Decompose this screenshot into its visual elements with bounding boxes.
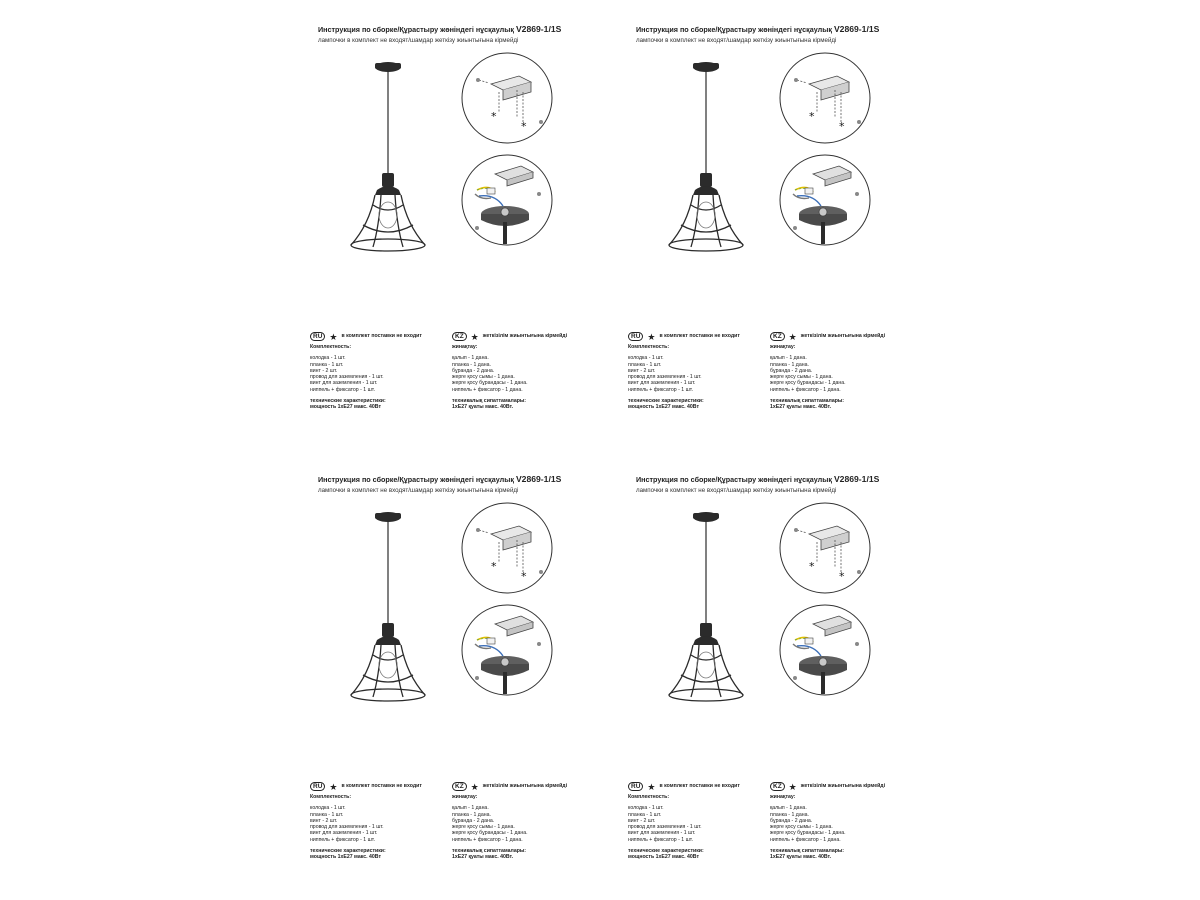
kz-item: қалып - 1 дана. — [770, 355, 807, 362]
ru-item: винт - 2 шт. — [310, 367, 338, 374]
star-icon: ★ — [788, 781, 797, 792]
ru-item: колодка - 1 шт. — [310, 805, 346, 812]
kz-note: жеткізілім жиынтығына кірмейді — [482, 333, 568, 340]
ru-item: винт - 2 шт. — [628, 817, 656, 824]
kz-item: жерге қосу сымы - 1 дана. — [770, 824, 833, 831]
ru-item: ниппель + фиксатор - 1 шт. — [310, 386, 376, 393]
ru-item: винт для заземления - 1 шт. — [310, 830, 378, 837]
pendant-lamp-icon — [661, 505, 751, 710]
ru-item: колодка - 1 шт. — [310, 355, 346, 362]
ru-item: планка - 1 шт. — [310, 361, 344, 368]
ru-spec-value: мощность 1хЕ27 макс. 40Вт — [310, 404, 381, 411]
ru-item: винт - 2 шт. — [310, 817, 338, 824]
ru-kit-label: Комплектность: — [628, 794, 670, 800]
kz-spec-label: техникалық сипаттамалары: — [770, 848, 845, 855]
canopy-wiring-icon — [461, 604, 553, 696]
ru-note: в комплект поставки не входит — [341, 783, 422, 790]
kz-spec-value: 1хЕ27 қуаты макс. 40Вт. — [452, 404, 514, 411]
star-icon: ★ — [329, 781, 338, 792]
sheet-title: Инструкция по сборке/Құрастыру жөніндегі нұсқаулық V2869-1/1S — [636, 474, 880, 484]
kz-item: жерге қосу бұрандасы - 1 дана. — [452, 830, 528, 837]
ru-item: ниппель + фиксатор - 1 шт. — [310, 836, 376, 843]
svg-text:*: * — [809, 560, 815, 573]
kz-item: жерге қосу бұрандасы - 1 дана. — [452, 380, 528, 387]
ru-specs — [310, 782, 450, 861]
kz-item: қалып - 1 дана. — [452, 805, 489, 812]
ru-spec-label: технические характеристики: — [628, 848, 704, 855]
kz-item: бұранда - 2 дана. — [452, 367, 495, 374]
ru-item: ниппель + фиксатор - 1 шт. — [628, 386, 694, 393]
ru-specs — [628, 782, 768, 861]
sheet-title: Инструкция по сборке/Құрастыру жөніндегі нұсқаулық V2869-1/1S — [318, 474, 562, 484]
pendant-lamp-icon — [661, 55, 751, 260]
ru-item: винт - 2 шт. — [628, 367, 656, 374]
pendant-lamp-icon — [343, 505, 433, 710]
ru-kit-label: Комплектность: — [310, 794, 352, 800]
star-icon: ★ — [788, 331, 797, 342]
kz-spec-label: техникалық сипаттамалары: — [452, 398, 527, 405]
star-icon: ★ — [470, 331, 479, 342]
kz-kit-label: жинақтау: — [452, 344, 478, 350]
kz-item: жерге қосу сымы - 1 дана. — [770, 374, 833, 381]
kz-item: ниппель + фиксатор - 1 дана. — [452, 836, 523, 843]
canopy-wiring-icon — [779, 154, 871, 246]
star-icon: ★ — [647, 781, 656, 792]
kz-specs — [452, 782, 612, 861]
ru-kit-label: Комплектность: — [628, 344, 670, 350]
ru-item: колодка - 1 шт. — [628, 805, 664, 812]
ru-item: провод для заземления - 1 шт. — [628, 374, 702, 381]
kz-item: ниппель + фиксатор - 1 дана. — [452, 386, 523, 393]
ru-note: в комплект поставки не входит — [659, 333, 740, 340]
kz-badge: KZ — [452, 782, 467, 791]
kz-spec-value: 1хЕ27 қуаты макс. 40Вт. — [770, 404, 832, 411]
kz-specs — [770, 782, 930, 861]
kz-item: жерге қосу сымы - 1 дана. — [452, 374, 515, 381]
ru-item: планка - 1 шт. — [310, 811, 344, 818]
kz-spec-value: 1хЕ27 қуаты макс. 40Вт. — [452, 854, 514, 861]
kz-item: бұранда - 2 дана. — [770, 367, 813, 374]
ru-spec-label: технические характеристики: — [310, 848, 386, 855]
ru-note: в комплект поставки не входит — [341, 333, 422, 340]
svg-text:*: * — [839, 570, 845, 583]
sheet-subtitle: лампочки в комплект не входят/шамдар жеткізу жиынтығына кірмейді — [318, 37, 519, 44]
svg-text:*: * — [491, 110, 497, 123]
ru-item: провод для заземления - 1 шт. — [628, 824, 702, 831]
ru-item: винт для заземления - 1 шт. — [628, 380, 696, 387]
ru-badge: RU — [628, 782, 643, 791]
canopy-wiring-icon — [779, 604, 871, 696]
kz-spec-value: 1хЕ27 қуаты макс. 40Вт. — [770, 854, 832, 861]
mounting-bracket-icon — [461, 52, 553, 144]
ru-specs — [628, 332, 768, 411]
star-icon: ★ — [647, 331, 656, 342]
sheet-subtitle: лампочки в комплект не входят/шамдар жеткізу жиынтығына кірмейді — [636, 487, 837, 494]
kz-item: планка - 1 дана. — [770, 811, 809, 818]
svg-text:*: * — [809, 110, 815, 123]
ru-note: в комплект поставки не входит — [659, 783, 740, 790]
svg-text:*: * — [521, 120, 527, 133]
sheet-subtitle: лампочки в комплект не входят/шамдар жеткізу жиынтығына кірмейді — [636, 37, 837, 44]
instruction-sheet — [606, 450, 1166, 890]
kz-item: жерге қосу бұрандасы - 1 дана. — [770, 380, 846, 387]
kz-item: қалып - 1 дана. — [452, 355, 489, 362]
kz-item: жерге қосу сымы - 1 дана. — [452, 824, 515, 831]
kz-note: жеткізілім жиынтығына кірмейді — [800, 783, 886, 790]
mounting-bracket-icon — [461, 502, 553, 594]
ru-spec-label: технические характеристики: — [628, 398, 704, 405]
kz-specs — [770, 332, 930, 411]
kz-note: жеткізілім жиынтығына кірмейді — [800, 333, 886, 340]
kz-badge: KZ — [452, 332, 467, 341]
ru-item: ниппель + фиксатор - 1 шт. — [628, 836, 694, 843]
ru-item: винт для заземления - 1 шт. — [628, 830, 696, 837]
star-icon: ★ — [329, 331, 338, 342]
kz-item: ниппель + фиксатор - 1 дана. — [770, 836, 841, 843]
kz-spec-label: техникалық сипаттамалары: — [452, 848, 527, 855]
sheet-title: Инструкция по сборке/Құрастыру жөніндегі нұсқаулық V2869-1/1S — [318, 24, 562, 34]
mounting-bracket-icon — [779, 502, 871, 594]
kz-kit-label: жинақтау: — [770, 344, 796, 350]
kz-kit-label: жинақтау: — [452, 794, 478, 800]
kz-item: планка - 1 дана. — [770, 361, 809, 368]
ru-kit-label: Комплектность: — [310, 344, 352, 350]
svg-text:*: * — [839, 120, 845, 133]
ru-item: провод для заземления - 1 шт. — [310, 824, 384, 831]
ru-badge: RU — [310, 782, 325, 791]
kz-item: бұранда - 2 дана. — [452, 817, 495, 824]
ru-item: планка - 1 шт. — [628, 811, 662, 818]
ru-spec-label: технические характеристики: — [310, 398, 386, 405]
kz-item: жерге қосу бұрандасы - 1 дана. — [770, 830, 846, 837]
sheet-subtitle: лампочки в комплект не входят/шамдар жеткізу жиынтығына кірмейді — [318, 487, 519, 494]
instruction-sheet — [606, 0, 1166, 440]
svg-text:*: * — [491, 560, 497, 573]
star-icon: ★ — [470, 781, 479, 792]
ru-item: колодка - 1 шт. — [628, 355, 664, 362]
kz-item: қалып - 1 дана. — [770, 805, 807, 812]
kz-specs — [452, 332, 612, 411]
sheet-title: Инструкция по сборке/Құрастыру жөніндегі нұсқаулық V2869-1/1S — [636, 24, 880, 34]
kz-item: ниппель + фиксатор - 1 дана. — [770, 386, 841, 393]
canopy-wiring-icon — [461, 154, 553, 246]
ru-specs — [310, 332, 450, 411]
ru-item: провод для заземления - 1 шт. — [310, 374, 384, 381]
kz-badge: KZ — [770, 782, 785, 791]
kz-item: планка - 1 дана. — [452, 361, 491, 368]
kz-note: жеткізілім жиынтығына кірмейді — [482, 783, 568, 790]
ru-spec-value: мощность 1хЕ27 макс. 40Вт — [310, 854, 381, 861]
svg-text:*: * — [521, 570, 527, 583]
mounting-bracket-icon — [779, 52, 871, 144]
kz-kit-label: жинақтау: — [770, 794, 796, 800]
ru-badge: RU — [310, 332, 325, 341]
ru-item: винт для заземления - 1 шт. — [310, 380, 378, 387]
kz-spec-label: техникалық сипаттамалары: — [770, 398, 845, 405]
ru-spec-value: мощность 1хЕ27 макс. 40Вт — [628, 854, 699, 861]
pendant-lamp-icon — [343, 55, 433, 260]
kz-item: бұранда - 2 дана. — [770, 817, 813, 824]
ru-spec-value: мощность 1хЕ27 макс. 40Вт — [628, 404, 699, 411]
ru-item: планка - 1 шт. — [628, 361, 662, 368]
ru-badge: RU — [628, 332, 643, 341]
kz-item: планка - 1 дана. — [452, 811, 491, 818]
kz-badge: KZ — [770, 332, 785, 341]
